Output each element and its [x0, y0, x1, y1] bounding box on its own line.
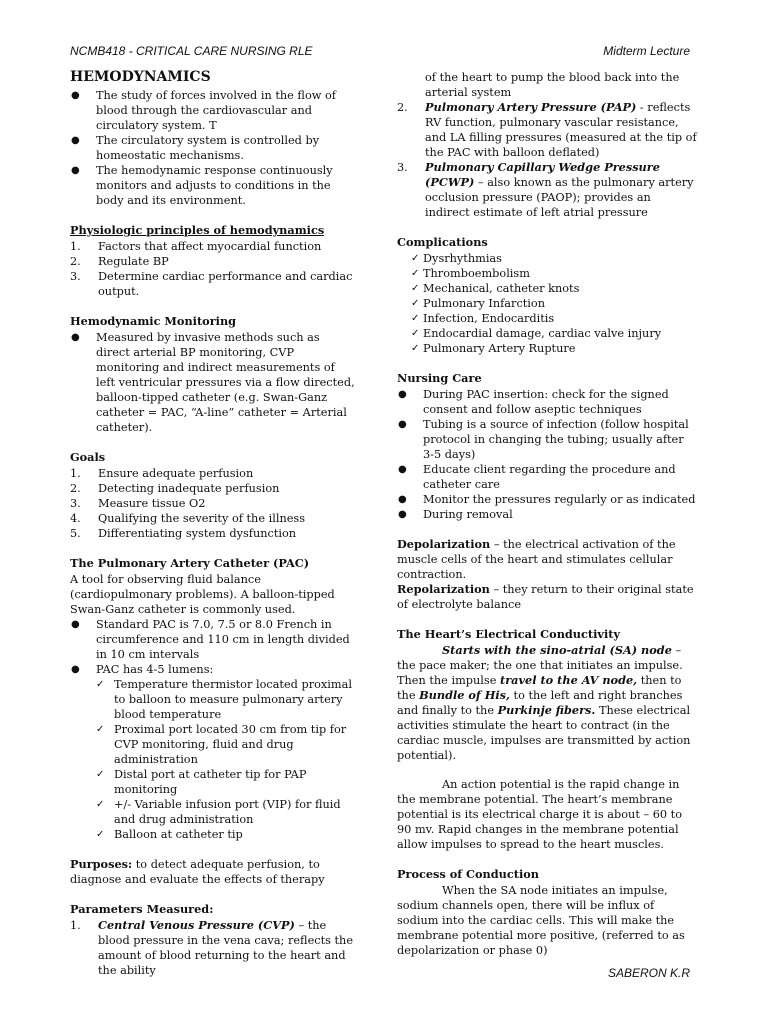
page-title: HEMODYNAMICS	[70, 69, 211, 85]
list-item: ● The study of forces involved in the flow of blood through the cardiovascular and circulatory system. T	[70, 88, 355, 133]
list-item: ● During removal	[397, 507, 697, 522]
list-item: ✓ Endocardial damage, cardiac valve injury	[411, 326, 697, 341]
nursing-list	[397, 387, 697, 522]
list-item: 2. Pulmonary Artery Pressure (PAP) - reflects RV function, pulmonary vascular resistance, and LA filling pressures (measured at the tip of the PAC with balloon deflated)	[397, 100, 697, 159]
conductivity-heading: The Heart’s Electrical Conductivity	[397, 627, 621, 641]
list-item: ● Educate client regarding the procedure and catheter care	[397, 462, 697, 492]
left-column	[70, 70, 355, 978]
list-item: 1. Central Venous Pressure (CVP) – the blood pressure in the vena cava; reflects the amount of blood returning to the heart and the ability	[70, 918, 354, 977]
list-item: 2. Regulate BP	[70, 255, 169, 268]
continued-text: of the heart to pump the blood back into the arterial system	[425, 71, 680, 99]
conductivity-paragraph: Starts with the sino-atrial (SA) node – the pace maker; the one that initiates an impulse. Then the impulse travel to the AV node, then to the Bundle of His, to the left and right branches and finally to the Purkinje fibers. These electrical activities stimulate the heart to contract (in the cardiac muscle, impulses are transmitted by action potential).	[397, 643, 691, 762]
list-item: ● During PAC insertion: check for the signed consent and follow aseptic techniques	[397, 387, 697, 417]
process-heading: Process of Conduction	[397, 867, 540, 881]
goals-list	[70, 466, 355, 541]
nursing-heading: Nursing Care	[397, 371, 482, 385]
principles-heading: Physiologic principles of hemodynamics	[70, 223, 325, 237]
list-item: ✓ Thromboembolism	[411, 266, 697, 281]
list-item: 1. Ensure adequate perfusion	[70, 467, 254, 480]
list-item: ✓ Proximal port located 30 cm from tip for CVP monitoring, fluid and drug administration	[96, 722, 355, 767]
pac-description: A tool for observing fluid balance (cardiopulmonary problems). A balloon-tipped Swan-Ganz catheter is commonly used.	[70, 573, 335, 616]
list-item: ● PAC has 4-5 lumens:	[70, 662, 355, 677]
course-header: NCMB418 - CRITICAL CARE NURSING RLE	[70, 44, 313, 58]
complications-heading: Complications	[397, 235, 488, 249]
list-item: ● Standard PAC is 7.0, 7.5 or 8.0 French in circumference and 110 cm in length divided in 10 cm intervals	[70, 617, 355, 662]
list-item: ● The circulatory system is controlled by homeostatic mechanisms.	[70, 133, 355, 163]
list-item: ● The hemodynamic response continuously monitors and adjusts to conditions in the body and its environment.	[70, 163, 355, 208]
list-item: ✓ Balloon at catheter tip	[96, 827, 355, 842]
list-item: 3. Determine cardiac performance and cardiac output.	[70, 270, 353, 298]
parameters-list	[70, 918, 355, 978]
author-footer: SABERON K.R	[607, 966, 690, 980]
process-paragraph: When the SA node initiates an impulse, sodium channels open, there will be influx of sodium into the cardiac cells. This will make the membrane potential more positive, (referred to as depolarization or phase 0)	[397, 884, 685, 957]
list-item: ● Monitor the pressures regularly or as indicated	[397, 492, 697, 507]
monitoring-heading: Hemodynamic Monitoring	[70, 314, 237, 328]
repolarization-paragraph: Repolarization – they return to their original state of electrolyte balance	[397, 582, 694, 611]
list-item: 4. Qualifying the severity of the illness	[70, 512, 306, 525]
list-item: 2. Detecting inadequate perfusion	[70, 482, 280, 495]
goals-heading: Goals	[70, 450, 106, 464]
list-item: ✓ Pulmonary Infarction	[411, 296, 697, 311]
list-item: 3. Pulmonary Capillary Wedge Pressure (PCWP) – also known as the pulmonary artery occlusion pressure (PAOP); provides an indirect estimate of left atrial pressure	[397, 160, 694, 219]
list-item: ● Measured by invasive methods such as direct arterial BP monitoring, CVP monitoring and indirect measurements of left ventricular pressures via a flow directed, balloon-tipped catheter (e.g. Swan-Ganz catheter = PAC, “A-line” catheter = Arterial catheter).	[70, 330, 355, 435]
list-item: ✓ Infection, Endocarditis	[411, 311, 697, 326]
list-item: ✓ Distal port at catheter tip for PAP monitoring	[96, 767, 355, 797]
right-column	[397, 70, 697, 958]
pac-heading: The Pulmonary Artery Catheter (PAC)	[70, 556, 310, 570]
pac-list	[70, 617, 355, 677]
list-item: ✓ +/- Variable infusion port (VIP) for fluid and drug administration	[96, 797, 355, 827]
list-item: ✓ Pulmonary Artery Rupture	[411, 341, 697, 356]
parameters-list-continued	[397, 100, 697, 220]
list-item: 5. Differentiating system dysfunction	[70, 527, 297, 540]
monitoring-list	[70, 330, 355, 435]
lumen-list	[70, 677, 355, 842]
intro-list	[70, 88, 355, 208]
action-potential-paragraph: An action potential is the rapid change in the membrane potential. The heart’s membrane potential is its electrical charge it is about – 60 to 90 mv. Rapid changes in the membrane potential allow impulses to spread to the heart muscles.	[397, 778, 683, 851]
list-item: ✓ Temperature thermistor located proximal to balloon to measure pulmonary artery blood temperature	[96, 677, 355, 722]
list-item: ✓ Mechanical, catheter knots	[411, 281, 697, 296]
list-item: ✓ Dysrhythmias	[411, 251, 697, 266]
list-item: 3. Measure tissue O2	[70, 497, 206, 510]
principles-list	[70, 239, 355, 299]
complications-list	[397, 251, 697, 356]
list-item: 1. Factors that affect myocardial function	[70, 240, 322, 253]
list-item: ● Tubing is a source of infection (follow hospital protocol in changing the tubing; usually after 3-5 days)	[397, 417, 697, 462]
lecture-header: Midterm Lecture	[603, 44, 690, 58]
purposes-paragraph: Purposes: to detect adequate perfusion, to diagnose and evaluate the effects of therapy	[70, 857, 325, 886]
depolarization-paragraph: Depolarization – the electrical activation of the muscle cells of the heart and stimulates cellular contraction.	[397, 537, 676, 581]
parameters-heading: Parameters Measured:	[70, 902, 214, 916]
